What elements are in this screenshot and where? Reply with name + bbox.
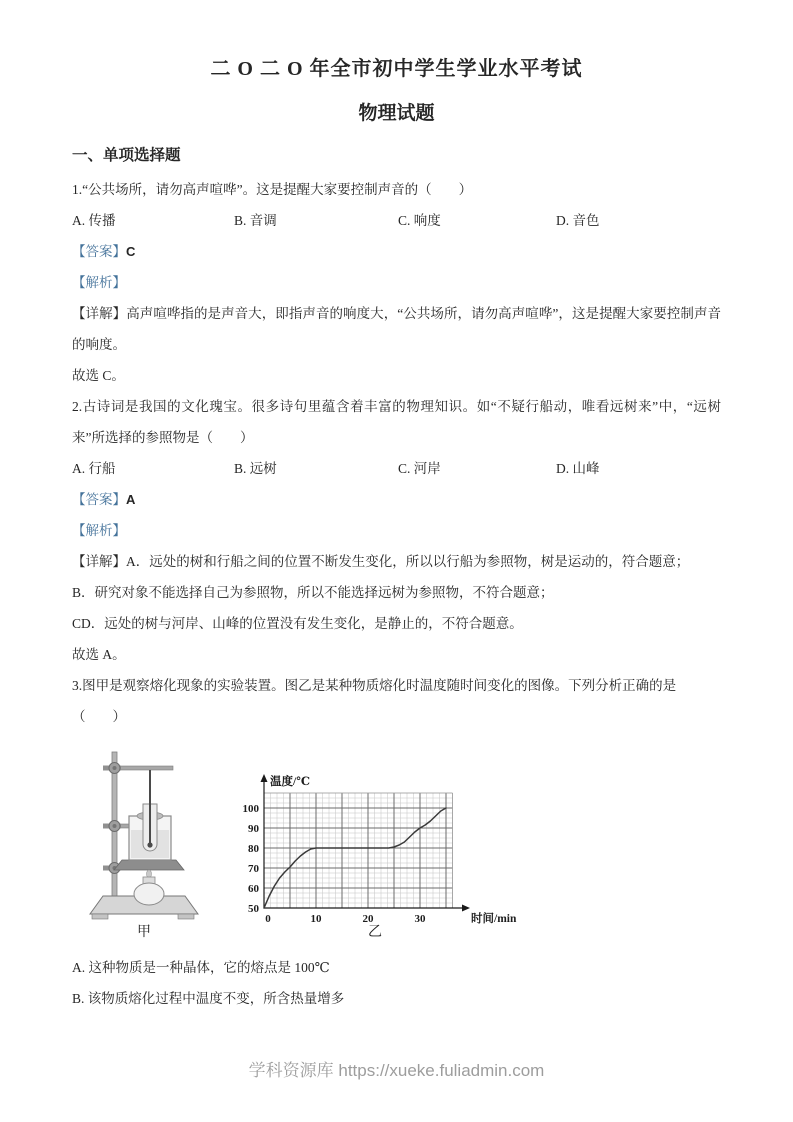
section-heading: 一、单项选择题	[72, 147, 181, 164]
base-foot-right	[178, 914, 194, 919]
answer-marker: 【答案】	[72, 244, 126, 259]
svg-text:10: 10	[310, 913, 322, 925]
q1-option-d: D. 音色	[556, 213, 600, 228]
apparatus-figure-block	[82, 746, 206, 942]
q2-detail-a: 【详解】A．远处的树和行船之间的位置不断发生变化，所以以行船为参照物，树是运动的，符合题意；	[72, 554, 690, 569]
svg-text:20: 20	[362, 913, 374, 925]
melting-chart-block	[230, 740, 520, 942]
thermometer-bulb	[147, 842, 152, 847]
watermark-footer: 学科资源库 https://xueke.fuliadmin.com	[248, 1061, 545, 1080]
svg-text:100: 100	[242, 803, 259, 815]
svg-text:70: 70	[248, 863, 259, 875]
clamp-bolt-middle	[103, 821, 121, 832]
question-2-options	[72, 453, 721, 484]
analysis-marker: 【解析】	[72, 275, 126, 290]
figure-yi-label: 乙	[368, 925, 382, 940]
answer-marker: 【答案】	[72, 492, 126, 507]
q2-option-b: B. 远树	[234, 461, 277, 476]
svg-text:时间/min: 时间/min	[471, 913, 517, 925]
q3-option-a: A. 这种物质是一种晶体，它的熔点是 100℃	[72, 960, 330, 975]
question-2-text: 2.古诗词是我国的文化瑰宝。很多诗句里蕴含着丰富的物理知识。如“不疑行船动，唯看远树来”中，“远树来”所选择的参照物是（ ）	[72, 399, 721, 445]
svg-text:90: 90	[248, 823, 259, 835]
svg-text:60: 60	[248, 883, 259, 895]
q2-detail-b: B．研究对象不能选择自己为参照物，所以不能选择远树为参照物，不符合题意；	[72, 585, 554, 600]
analysis-marker: 【解析】	[72, 523, 126, 538]
q1-detail-text: 【详解】高声喧哗指的是声音大，即指声音的响度大，“公共场所，请勿高声喧哗”，这是提醒大家要控制声音的响度。	[72, 306, 721, 352]
document-title: 二 O 二 O 年全市初中学生学业水平考试	[210, 58, 583, 80]
q2-option-a: A. 行船	[72, 461, 116, 476]
q2-analysis-line	[72, 515, 721, 546]
q1-answer-value: C	[126, 244, 136, 259]
svg-text:30: 30	[414, 913, 426, 925]
q1-analysis-line	[72, 267, 721, 298]
apparatus-figure	[82, 746, 206, 924]
wire-gauze-plate	[114, 860, 184, 870]
base-foot-left	[92, 914, 108, 919]
q2-answer-line	[72, 484, 721, 515]
q1-option-c: C. 响度	[398, 213, 441, 228]
question-3-text: 3.图甲是观察熔化现象的实验装置。图乙是某种物质熔化时温度随时间变化的图像。下列分析正确的是	[72, 678, 677, 693]
svg-text:0: 0	[265, 913, 271, 925]
q3-option-b: B. 该物质熔化过程中温度不变，所含热量增多	[72, 991, 345, 1006]
question-3-parens: （ ）	[72, 709, 126, 724]
q1-option-b: B. 音调	[234, 213, 277, 228]
q1-option-a: A. 传播	[72, 213, 116, 228]
clamp-bolt-top	[103, 763, 121, 774]
question-3-figures	[82, 740, 721, 942]
question-1-options	[72, 205, 721, 236]
melting-chart	[230, 740, 520, 932]
document-subtitle: 物理试题	[358, 103, 435, 124]
svg-text:温度/℃: 温度/℃	[270, 776, 310, 788]
alcohol-lamp-body	[134, 883, 164, 905]
q2-detail-cd: CD．远处的树与河岸、山峰的位置没有发生变化，是静止的，不符合题意。	[72, 616, 523, 631]
q2-option-d: D. 山峰	[556, 461, 600, 476]
q1-answer-line	[72, 236, 721, 267]
stand-top-arm	[117, 766, 173, 770]
q2-answer-value: A	[126, 492, 136, 507]
q2-conclusion: 故选 A。	[72, 647, 126, 662]
svg-text:50: 50	[248, 903, 259, 915]
q2-option-c: C. 河岸	[398, 461, 441, 476]
figure-jia-label: 甲	[137, 925, 151, 940]
q1-conclusion: 故选 C。	[72, 368, 125, 383]
svg-text:80: 80	[248, 843, 259, 855]
question-1-text: 1.“公共场所，请勿高声喧哗”。这是提醒大家要控制声音的（ ）	[72, 182, 473, 197]
